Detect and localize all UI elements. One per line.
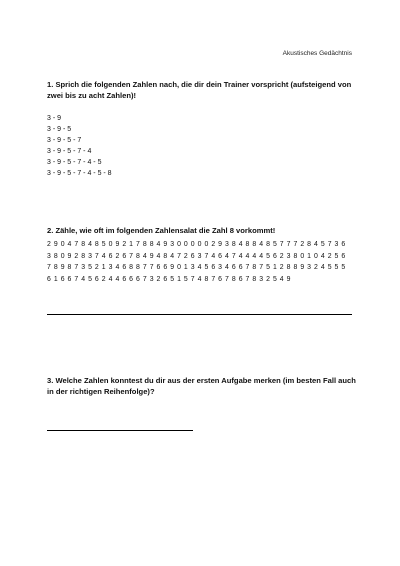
answer-line-question-3[interactable]: [47, 430, 193, 431]
digit-line: 2 9 0 4 7 8 4 8 5 0 9 2 1 7 8 8 4 9 3 0 0 0 0 0 2 9 3 8 4 8 8 4 8 5 7 7 7 2 8 4 5 7 3 6: [47, 241, 346, 248]
question-1-text: 1. Sprich die folgenden Zahlen nach, die dir dein Trainer vorspricht (aufsteigend von zwei bis zu acht Zahlen)!: [47, 80, 352, 100]
question-3-text: 3. Welche Zahlen konntest du dir aus der ersten Aufgabe merken (im besten Fall auch in der richtigen Reihenfolge)?: [47, 376, 356, 396]
answer-line-question-2[interactable]: [47, 314, 352, 315]
digit-line: 3 8 0 9 2 8 3 7 4 6 2 6 7 8 4 9 4 8 4 7 2 6 3 7 4 6 4 7 4 4 4 4 5 6 2 3 8 0 1 0 4 2 5 6: [47, 252, 346, 260]
digit-line: 7 8 9 8 7 3 5 2 1 3 4 6 8 8 7 7 6 6 9 0 1 3 4 5 6 3 4 6 6 7 8 7 5 1 2 8 8 9 3 2 4 5 5 5: [47, 264, 346, 272]
sequence-item: 3 - 9 - 5 - 7 - 4 - 5: [47, 158, 102, 166]
digit-line: 6 1 6 6 7 4 5 6 2 4 4 6 6 6 7 3 2 6 5 1 5 7 4 8 7 6 7 8 6 7 8 3 2 5 4 9: [47, 276, 292, 284]
sequence-item: 3 - 9 - 5 - 7: [47, 136, 82, 144]
page-header-title: Akustisches Gedächtnis: [282, 50, 352, 57]
question-2-text: 2. Zähle, wie oft im folgenden Zahlensalat die Zahl 8 vorkommt!: [47, 226, 276, 235]
sequence-item: 3 - 9: [47, 115, 62, 122]
digit-salad-block: [47, 239, 346, 286]
sequence-item: 3 - 9 - 5 - 7 - 4: [47, 147, 92, 155]
sequence-item: 3 - 9 - 5 - 7 - 4 - 5 - 8: [47, 169, 112, 177]
sequence-item: 3 - 9 - 5: [47, 125, 72, 133]
number-sequence-list: [47, 114, 112, 179]
